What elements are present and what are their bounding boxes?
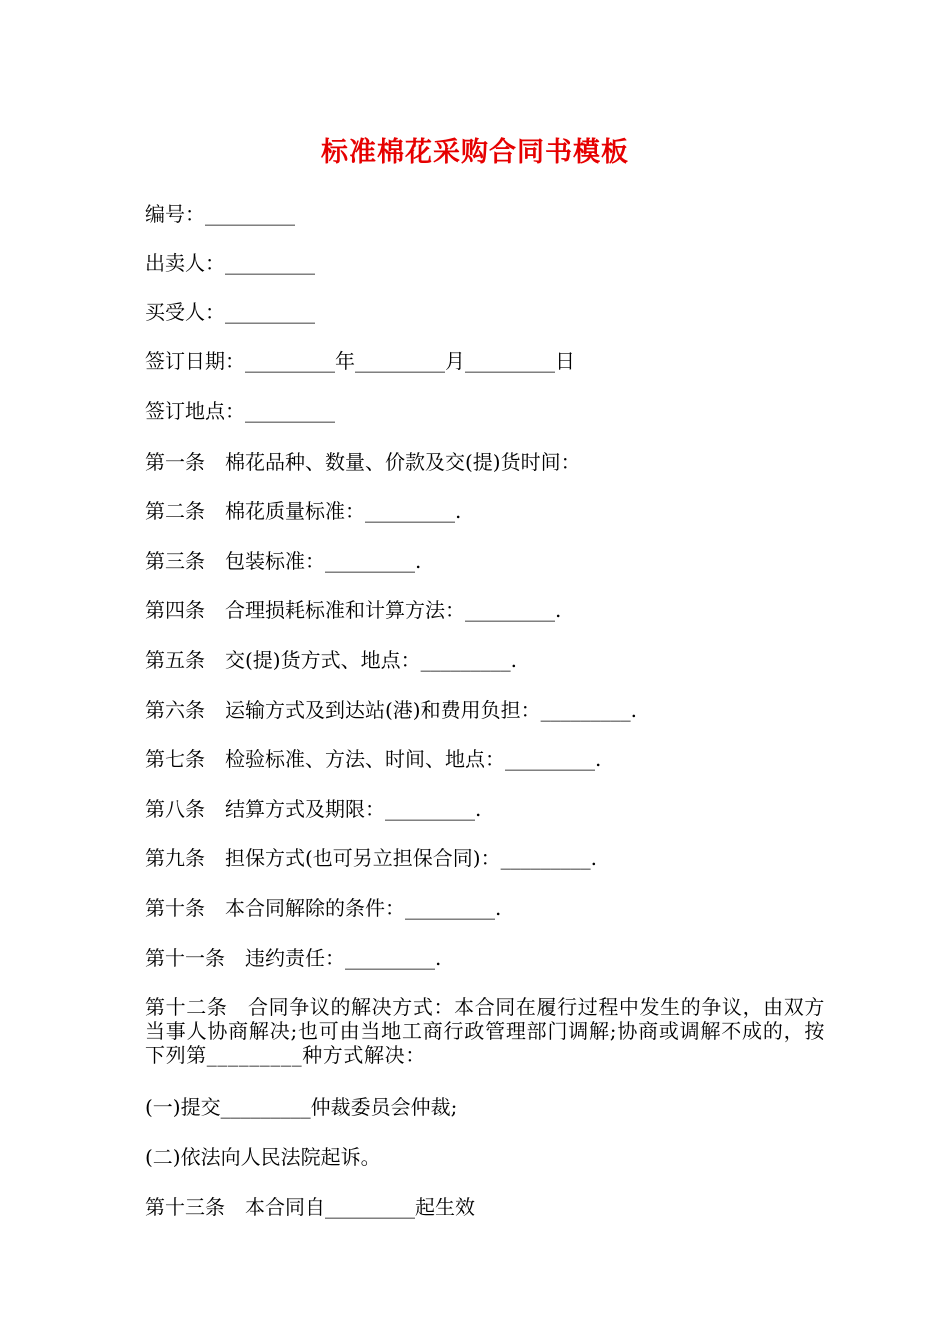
signing-place-line: 签订地点：_________ [145,399,335,423]
signing-date-line: 签订日期：_________年_________月_________日 [145,349,575,373]
article-1: 第一条 棉花品种、数量、价款及交(提)货时间： [145,450,581,474]
article-12: 第十二条 合同争议的解决方式：本合同在履行过程中发生的争议，由双方当事人协商解决;也可由当地工商行政管理部门调解;协商或调解不成的，按下列第_________种方式解决： [145,995,825,1067]
dispute-option-1: (一)提交_________仲裁委员会仲裁; [145,1095,458,1119]
buyer-line: 买受人：_________ [145,300,315,324]
document-title: 标准棉花采购合同书模板 [321,137,629,168]
seller-line: 出卖人：_________ [145,251,315,275]
article-9: 第九条 担保方式(也可另立担保合同)：_________. [145,846,597,870]
dispute-option-2: (二)依法向人民法院起诉。 [145,1145,381,1169]
article-13: 第十三条 本合同自_________起生效 [145,1195,475,1219]
article-4: 第四条 合理损耗标准和计算方法：_________. [145,598,562,622]
article-8: 第八条 结算方式及期限：_________. [145,797,482,821]
article-6: 第六条 运输方式及到达站(港)和费用负担：_________. [145,698,637,722]
article-10: 第十条 本合同解除的条件：_________. [145,896,502,920]
article-3: 第三条 包装标准：_________. [145,549,422,573]
article-2: 第二条 棉花质量标准：_________. [145,499,462,523]
article-5: 第五条 交(提)货方式、地点：_________. [145,648,517,672]
article-11: 第十一条 违约责任：_________. [145,946,442,970]
contract-number-line: 编号：_________ [145,202,295,226]
article-7: 第七条 检验标准、方法、时间、地点：_________. [145,747,602,771]
